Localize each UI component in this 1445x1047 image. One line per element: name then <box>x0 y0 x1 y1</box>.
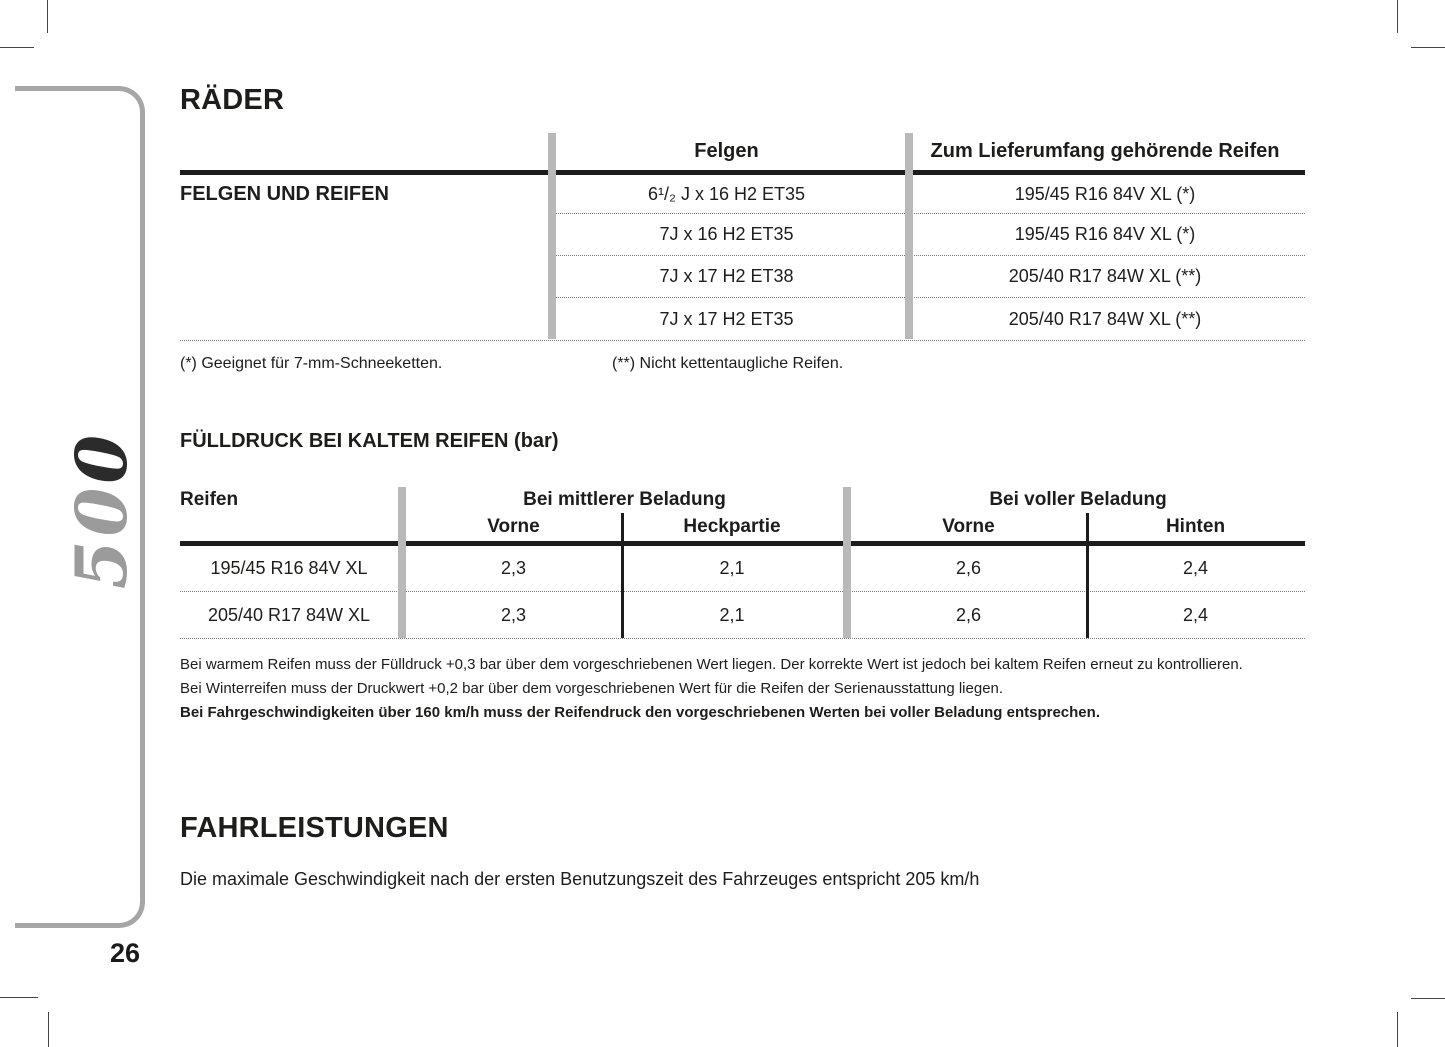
note-line: Bei warmem Reifen muss der Fülldruck +0,3 bar über dem vorgeschriebenen Wert liegen. Der korrekte Wert ist jedoch bei kaltem Reifen erneut zu kontrollieren. <box>180 656 1243 673</box>
table-group-header-row <box>180 487 1305 513</box>
crop-mark <box>47 0 48 33</box>
row-group-label: FELGEN UND REIFEN <box>180 183 389 205</box>
table-row <box>180 214 1305 256</box>
subheader-voll-vorne: Vorne <box>942 516 995 537</box>
crop-mark <box>1397 0 1398 33</box>
reifen-cell: 195/45 R16 84V XL (*) <box>1014 183 1196 204</box>
crop-mark <box>1411 47 1445 48</box>
tire-label: 195/45 R16 84V XL <box>210 558 368 578</box>
subheader-mittel-heckpartie: Heckpartie <box>683 516 781 537</box>
felgen-cell: 7J x 17 H2 ET35 <box>659 308 794 329</box>
section-title-fahrleistungen: FAHRLEISTUNGEN <box>180 812 449 844</box>
pressure-cell: 2,1 <box>719 604 745 625</box>
gray-divider-bar <box>843 487 851 638</box>
table-row <box>180 298 1305 340</box>
section-title-fuelldruck: FÜLLDRUCK BEI KALTEM REIFEN (bar) <box>180 430 559 452</box>
pressure-notes <box>180 653 1310 725</box>
crop-mark <box>0 997 38 998</box>
pressure-cell: 2,1 <box>719 558 745 578</box>
vertical-rule <box>1086 513 1089 638</box>
logo-text-black: 0 <box>60 430 144 484</box>
table-row <box>180 256 1305 298</box>
footnote-double-star: (**) Nicht kettentaugliche Reifen. <box>612 355 844 372</box>
max-speed-text: Die maximale Geschwindigkeit nach der ersten Benutzungszeit des Fahrzeuges entspricht 205 km/h <box>180 869 980 889</box>
gray-divider-bar <box>905 133 913 339</box>
group-header-volle-beladung: Bei voller Beladung <box>989 489 1167 510</box>
reifen-cell: 205/40 R17 84W XL (**) <box>1008 266 1202 286</box>
crop-mark <box>48 1012 49 1047</box>
crop-mark <box>0 47 34 48</box>
footnotes <box>180 355 1305 373</box>
page-number: 26 <box>110 938 141 968</box>
felgen-cell: 7J x 17 H2 ET38 <box>659 266 794 286</box>
crop-mark <box>1411 998 1445 999</box>
pressure-cell: 2,3 <box>500 558 527 578</box>
column-header-felgen: Felgen <box>694 140 759 162</box>
pressure-cell: 2,3 <box>500 604 527 625</box>
table-header-row <box>180 133 1305 175</box>
felgen-reifen-table <box>180 133 1305 341</box>
gray-divider-bar <box>398 487 406 638</box>
fiat-500-logo-icon <box>52 424 152 596</box>
table-row <box>180 546 1305 592</box>
table-subheader-row <box>180 513 1305 546</box>
table-row <box>180 175 1305 214</box>
logo-text-gray: 50 <box>60 483 144 590</box>
pressure-cell: 2,6 <box>955 604 982 625</box>
crop-mark <box>1397 1012 1398 1047</box>
reifen-cell: 195/45 R16 84V XL (*) <box>1014 224 1196 244</box>
footnote-star: (*) Geeignet für 7-mm-Schneeketten. <box>180 355 443 372</box>
pressure-cell: 2,4 <box>1182 558 1209 578</box>
pressure-cell: 2,4 <box>1182 604 1209 625</box>
felgen-cell: 6¹/₂ J x 16 H2 ET35 <box>647 183 806 204</box>
section-title-raeder: RÄDER <box>180 84 285 116</box>
pressure-cell: 2,6 <box>955 558 982 578</box>
felgen-cell: 7J x 16 H2 ET35 <box>659 224 794 244</box>
gray-divider-bar <box>548 133 556 339</box>
column-header-reifen: Zum Lieferumfang gehörende Reifen <box>930 140 1280 162</box>
note-line-bold: Bei Fahrgeschwindigkeiten über 160 km/h muss der Reifendruck den vorgeschriebenen Werten bei voller Beladung entsprechen. <box>180 704 1100 721</box>
vertical-rule <box>621 513 624 638</box>
note-line: Bei Winterreifen muss der Druckwert +0,2 bar über dem vorgeschriebenen Wert für die Reifen der Serienausstattung liegen. <box>180 680 1004 697</box>
table-row <box>180 592 1305 638</box>
subheader-voll-hinten: Hinten <box>1165 516 1226 537</box>
group-header-mittlere-beladung: Bei mittlerer Beladung <box>523 489 726 510</box>
tire-label: 205/40 R17 84W XL <box>207 604 371 625</box>
column-header-reifen: Reifen <box>180 489 239 510</box>
fuelldruck-table <box>180 487 1305 639</box>
reifen-cell: 205/40 R17 84W XL (**) <box>1008 308 1202 329</box>
subheader-mittel-vorne: Vorne <box>487 516 540 537</box>
